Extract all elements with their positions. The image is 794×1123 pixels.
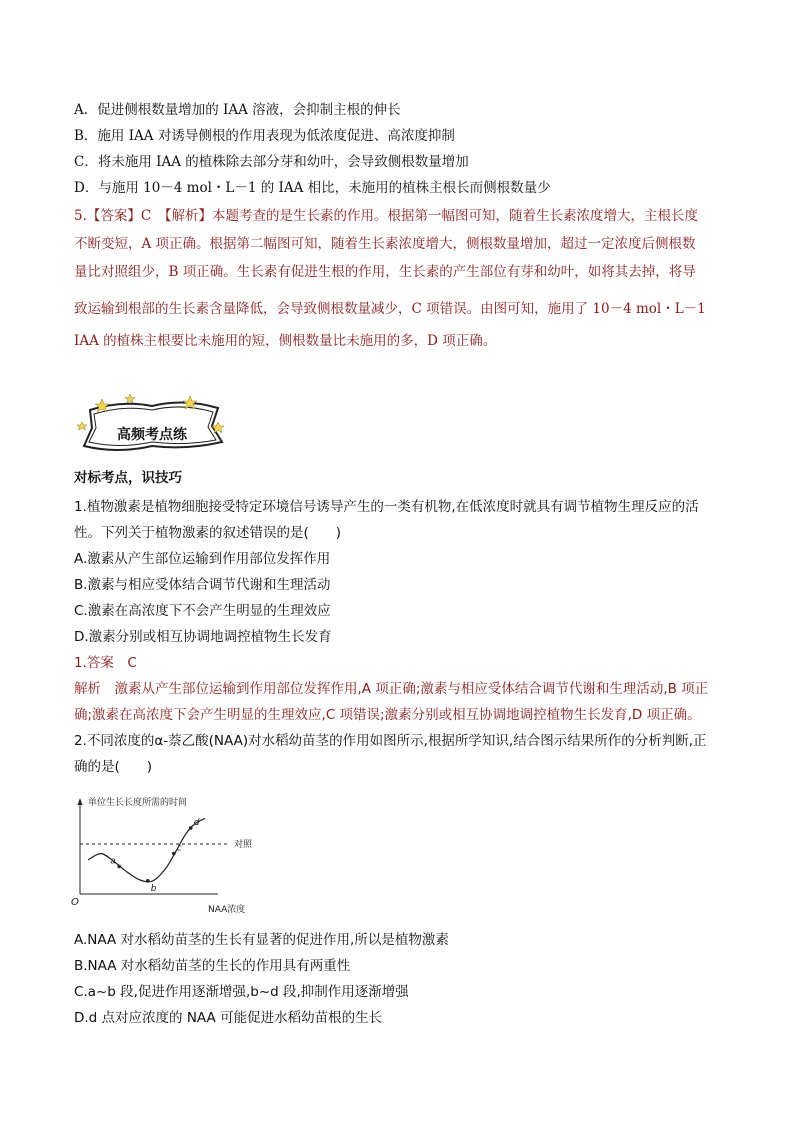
q5-answer-line: 量比对照组少，B 项正确。生长素有促进生根的作用，生长素的产生部位有芽和幼叶，如将其去掉，将导	[74, 264, 696, 280]
y-axis-label: 单位生长长度所需的时间	[88, 798, 188, 808]
reference-label: 对照	[234, 840, 253, 850]
y-axis-arrow-icon	[78, 798, 83, 805]
q4-option-b: B．施用 IAA 对诱导侧根的作用表现为低浓度促进、高浓度抑制	[74, 128, 455, 144]
naa-chart	[68, 788, 298, 918]
origin-label: O	[71, 897, 79, 908]
q4-option-d: D．与施用 10－4 mol・L－1 的 IAA 相比，未施用的植株主根长而侧根数量少	[74, 180, 551, 196]
q4-option-c: C．将未施用 IAA 的植株除去部分芽和幼叶，会导致侧根数量增加	[74, 154, 469, 170]
star-icon	[125, 394, 135, 403]
point-d-marker	[189, 826, 193, 830]
point-d-label: d	[193, 818, 200, 828]
section-subtitle: 对标考点，识技巧	[74, 470, 182, 486]
q2-stem: 2.不同浓度的α-萘乙酸(NAA)对水稻幼苗茎的作用如图所示,根据所学知识,结合图示结果所作的分析判断,正	[74, 733, 707, 749]
q1-answer: 1.答案 C	[74, 655, 137, 671]
q1-option-b: B.激素与相应受体结合调节代谢和生理活动	[74, 577, 331, 593]
q2-option-a: A.NAA 对水稻幼苗茎的生长有显著的促进作用,所以是植物激素	[74, 932, 449, 948]
q5-answer-line: 致运输到根部的生长素含量降低，会导致侧根数量减少，C 项错误。由图可知，施用了 10－4 mol・L－1	[74, 301, 706, 317]
q5-answer-line: IAA 的植株主根要比未施用的短，侧根数量比未施用的多，D 项正确。	[74, 333, 497, 349]
q2-option-d: D.d 点对应浓度的 NAA 可能促进水稻幼苗根的生长	[74, 1010, 383, 1026]
q1-stem: 性。下列关于植物激素的叙述错误的是( )	[74, 525, 342, 541]
star-icon	[77, 422, 87, 430]
point-b-marker	[146, 879, 150, 883]
naa-curve	[88, 818, 205, 881]
q2-option-c: C.a~b 段,促进作用逐渐增强,b~d 段,抑制作用逐渐增强	[74, 984, 409, 1000]
q4-option-a: A．促进侧根数量增加的 IAA 溶液，会抑制主根的伸长	[74, 102, 401, 118]
q5-answer-line: 不断变短，A 项正确。根据第二幅图可知，随着生长素浓度增大，侧根数量增加，超过一定浓度后侧根数	[74, 236, 696, 252]
q1-analysis: 确;激素在高浓度下会产生明显的生理效应,C 项错误;激素分别或相互协调地调控植物生长发育,D 项正确。	[74, 707, 701, 723]
q1-option-d: D.激素分别或相互协调地调控植物生长发育	[74, 629, 332, 645]
section-badge-title: 高频考点练	[117, 427, 187, 443]
point-a-label: a	[110, 856, 116, 867]
point-b-label: b	[150, 883, 157, 894]
point-c-marker	[172, 852, 176, 856]
q1-stem: 1.植物激素是植物细胞接受特定环境信号诱导产生的一类有机物,在低浓度时就具有调节植物生理反应的活	[74, 499, 699, 515]
x-axis-label: NAA浓度	[208, 905, 246, 915]
q1-analysis: 解析 激素从产生部位运输到作用部位发挥作用,A 项正确;激素与相应受体结合调节代谢和生理活动,B 项正	[74, 681, 709, 697]
q1-option-c: C.激素在高浓度下不会产生明显的生理效应	[74, 603, 331, 619]
q5-answer-line: 5.【答案】C 【解析】本题考查的是生长素的作用。根据第一幅图可知，随着生长素浓度增大，主根长度	[74, 208, 698, 224]
q1-option-a: A.激素从产生部位运输到作用部位发挥作用	[74, 551, 331, 567]
point-c-label: c	[176, 843, 182, 854]
q2-option-b: B.NAA 对水稻幼苗茎的生长的作用具有两重性	[74, 958, 351, 974]
point-a-marker	[117, 865, 121, 869]
q2-stem: 确的是( )	[74, 759, 153, 775]
